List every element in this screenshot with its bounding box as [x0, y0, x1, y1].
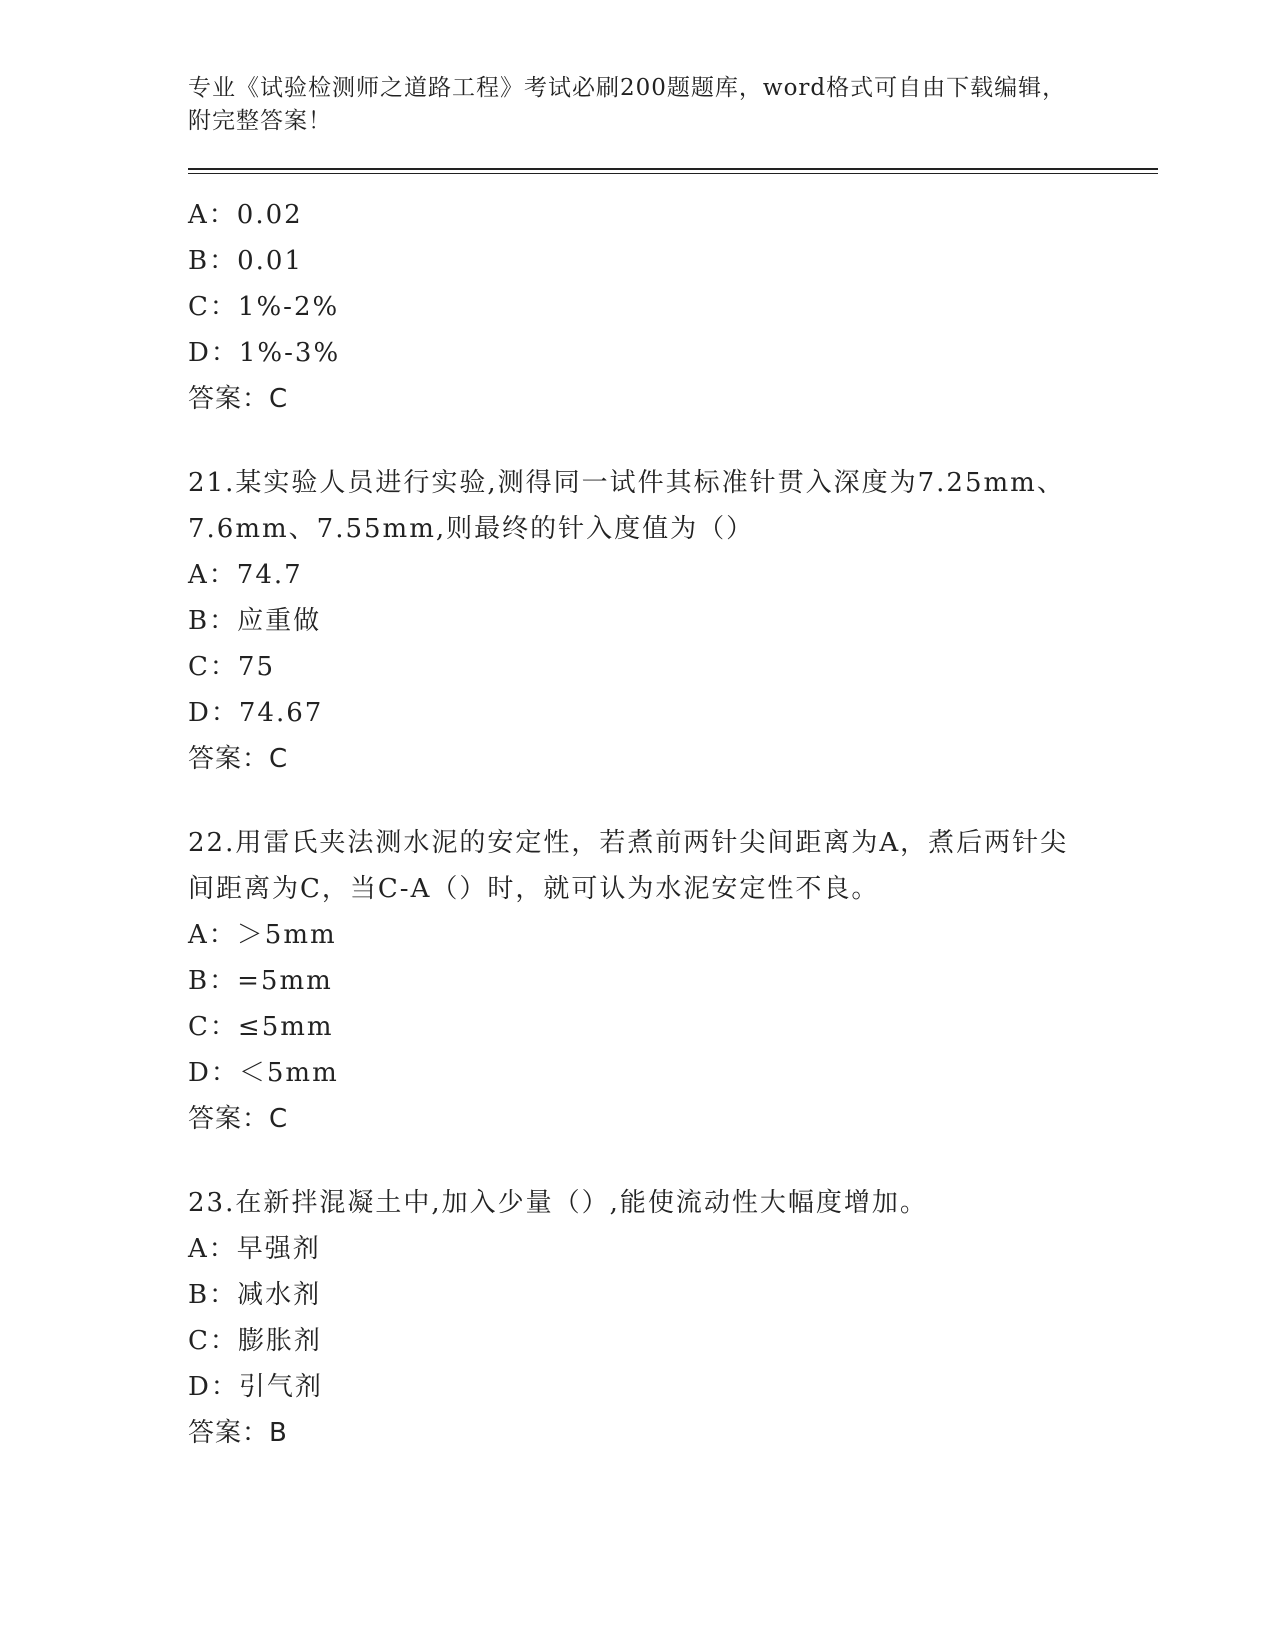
- question-partial: [188, 192, 1148, 422]
- option-a: A：0.02: [188, 200, 303, 230]
- question-23: [188, 1180, 1148, 1456]
- divider-line-bottom: [188, 173, 1158, 174]
- option-c: C：1%-2%: [188, 292, 340, 322]
- question-text: 21.某实验人员进行实验,测得同一试件其标准针贯入深度为7.25mm、7.6mm、7.55mm,则最终的针入度值为（）: [188, 468, 1065, 544]
- option-d: D：＜5mm: [188, 1058, 339, 1088]
- answer-line: 答案：C: [188, 744, 289, 774]
- answer-line: 答案：B: [188, 1418, 288, 1448]
- option-c: C：膨胀剂: [188, 1326, 322, 1356]
- question-text: 22.用雷氏夹法测水泥的安定性，若煮前两针尖间距离为A，煮后两针尖间距离为C，当C-A（）时，就可认为水泥安定性不良。: [188, 828, 1069, 904]
- option-a: A：74.7: [188, 560, 303, 590]
- option-c: C：≤5mm: [188, 1012, 334, 1042]
- option-d: D：引气剂: [188, 1372, 323, 1402]
- question-21: [188, 460, 1148, 782]
- option-b: B：应重做: [188, 606, 322, 636]
- answer-line: 答案：C: [188, 384, 289, 414]
- document-header: 专业《试验检测师之道路工程》考试必刷200题题库，word格式可自由下载编辑，附完整答案！: [188, 75, 1067, 134]
- header-divider: [188, 168, 1158, 174]
- divider-line-top: [188, 168, 1158, 170]
- option-d: D：74.67: [188, 698, 324, 728]
- answer-line: 答案：C: [188, 1104, 289, 1134]
- question-22: [188, 820, 1148, 1142]
- option-b: B：0.01: [188, 246, 304, 276]
- option-c: C：75: [188, 652, 276, 682]
- option-b: B：=5mm: [188, 966, 333, 996]
- option-a: A：＞5mm: [188, 920, 337, 950]
- document-page: [188, 72, 1148, 1456]
- option-d: D：1%-3%: [188, 338, 341, 368]
- question-text: 23.在新拌混凝土中,加入少量（）,能使流动性大幅度增加。: [188, 1188, 928, 1218]
- option-a: A：早强剂: [188, 1234, 321, 1264]
- option-b: B：减水剂: [188, 1280, 322, 1310]
